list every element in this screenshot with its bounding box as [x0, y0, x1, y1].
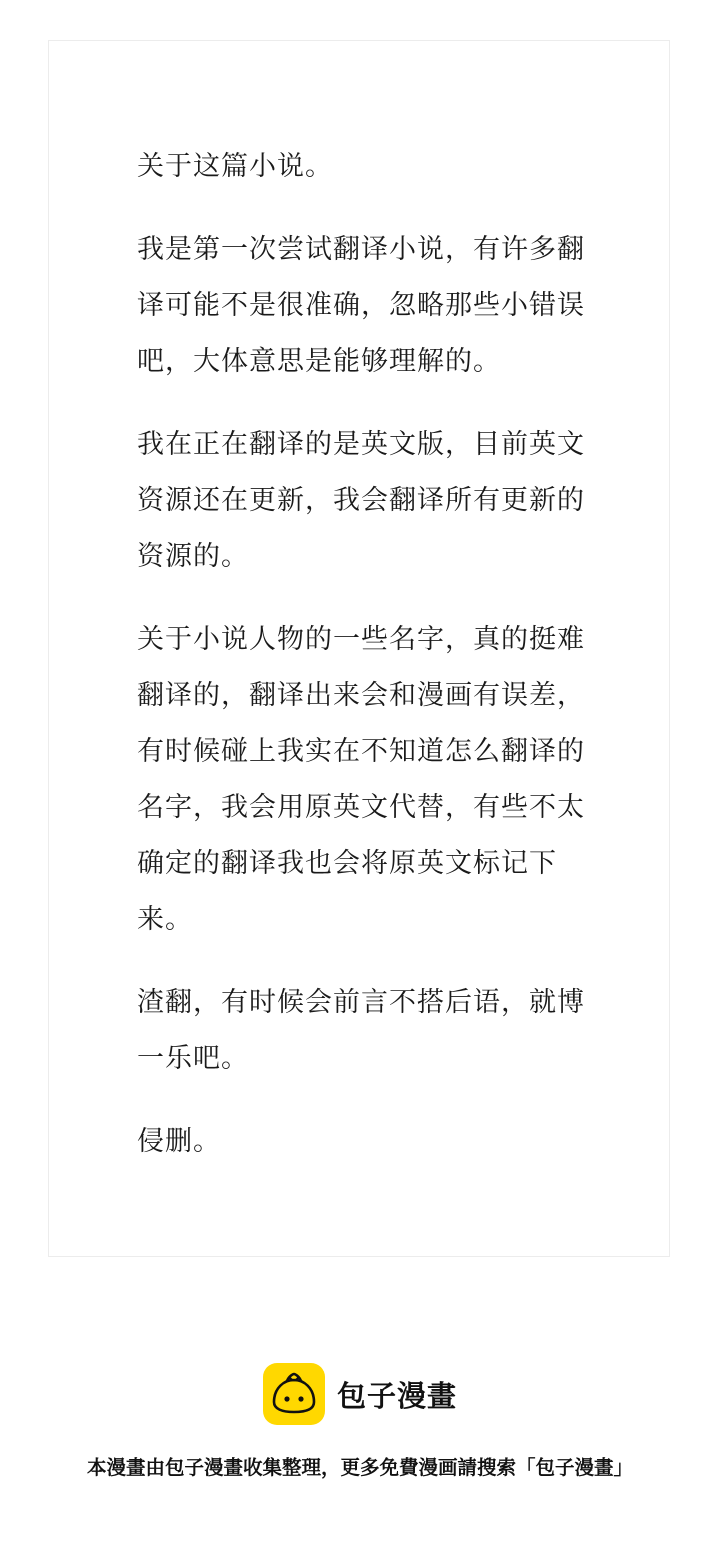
footer-tagline: 本漫畫由包子漫畫收集整理，更多免費漫画請搜索「包子漫畫」: [86, 1456, 633, 1479]
paragraph-first-attempt: 我是第一次尝试翻译小说，有许多翻译可能不是很准确，忽略那些小错误吧，大体意思是能够理解的。: [137, 234, 585, 377]
article-body: [137, 139, 589, 1197]
steamed-bun-icon: [263, 1363, 325, 1425]
brand-name: 包子漫畫: [336, 1378, 457, 1413]
paragraph-character-names: 关于小说人物的一些名字，真的挺难翻译的，翻译出来会和漫画有误差，有时候碰上我实在不知道怎么翻译的名字，我会用原英文代替，有些不太确定的翻译我也会将原英文标记下来。: [137, 624, 585, 935]
paragraph-title: 关于这篇小说。: [137, 151, 333, 182]
article-card: [48, 40, 670, 1257]
brand-lockup: [0, 1362, 720, 1426]
site-footer: [0, 1362, 720, 1480]
paragraph-takedown-notice: 侵删。: [137, 1126, 221, 1157]
paragraph-english-version: 我在正在翻译的是英文版，目前英文资源还在更新，我会翻译所有更新的资源的。: [137, 429, 585, 572]
paragraph-rough-translation: 渣翻，有时候会前言不搭后语，就博一乐吧。: [137, 987, 585, 1074]
